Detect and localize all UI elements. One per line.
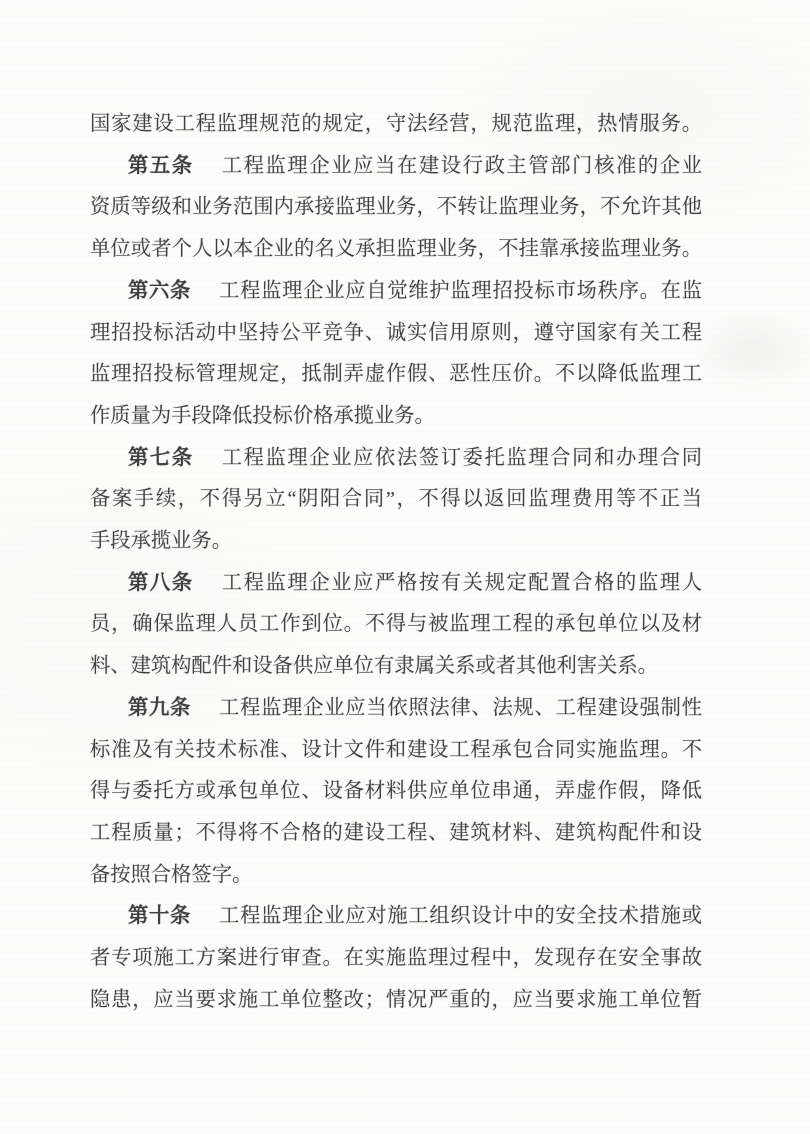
text-line (90, 855, 702, 897)
text-line (90, 688, 702, 730)
line-text: 员，确保监理人员工作到位。不得与被监理工程的承包单位以及材 (90, 613, 702, 636)
document-body (90, 104, 702, 1021)
text-line (90, 771, 702, 813)
text-line (90, 479, 702, 521)
line-text: 工程监理企业应对施工组织设计中的安全技术措施或 (219, 905, 702, 928)
text-line (90, 438, 702, 480)
line-text: 备案手续，不得另立“阴阳合同”，不得以返回监理费用等不正当 (90, 488, 702, 511)
line-text: 国家建设工程监理规范的规定，守法经营，规范监理，热情服务。 (90, 113, 702, 135)
line-text: 工程监理企业应严格按有关规定配置合格的监理人 (221, 571, 702, 594)
line-text: 工程监理企业应依法签订委托监理合同和办理合同 (221, 446, 702, 469)
article-number: 第五条 (128, 154, 194, 177)
article-number: 第七条 (128, 446, 194, 469)
text-line (90, 980, 702, 1022)
line-text: 工程质量；不得将不合格的建设工程、建筑材料、建筑构配件和设 (90, 821, 702, 844)
line-text: 备按照合格签字。 (90, 863, 253, 886)
text-line (90, 521, 702, 563)
line-text: 得与委托方或承包单位、设备材料供应单位串通，弄虚作假，降低 (90, 780, 702, 803)
line-text: 者专项施工方案进行审查。在实施监理过程中，发现存在安全事故 (90, 947, 702, 970)
article-number: 第六条 (128, 279, 192, 302)
text-line (90, 604, 702, 646)
text-line (90, 730, 702, 772)
line-text: 料、建筑构配件和设备供应单位有隶属关系或者其他利害关系。 (90, 655, 658, 678)
text-line (90, 813, 702, 855)
text-line (90, 896, 702, 938)
text-line (90, 229, 702, 271)
text-line (90, 146, 702, 188)
line-text: 工程监理企业应自觉维护监理招投标市场秩序。在监 (219, 279, 702, 302)
line-text: 理招投标活动中坚持公平竞争、诚实信用原则，遵守国家有关工程 (90, 321, 702, 344)
article-number: 第九条 (128, 696, 192, 719)
line-text: 作质量为手段降低投标价格承揽业务。 (90, 404, 435, 427)
line-text: 监理招投标管理规定，抵制弄虚作假、恶性压价。不以降低监理工 (90, 363, 702, 386)
line-text: 隐患，应当要求施工单位整改；情况严重的，应当要求施工单位暂 (90, 988, 702, 1011)
text-line (90, 938, 702, 980)
article-number: 第八条 (128, 571, 194, 594)
line-text: 单位或者个人以本企业的名义承担监理业务，不挂靠承接监理业务。 (90, 238, 702, 261)
article-number: 第十条 (128, 905, 192, 928)
text-line (90, 271, 702, 313)
text-line (90, 313, 702, 355)
text-line (90, 354, 702, 396)
text-line (90, 563, 702, 605)
text-line (90, 187, 702, 229)
line-text: 工程监理企业应当在建设行政主管部门核准的企业 (221, 154, 702, 177)
line-text: 手段承揽业务。 (90, 530, 232, 553)
text-line (90, 104, 702, 146)
line-text: 资质等级和业务范围内承接监理业务，不转让监理业务，不允许其他 (90, 196, 702, 219)
line-text: 标准及有关技术标准、设计文件和建设工程承包合同实施监理。不 (90, 738, 702, 761)
text-line (90, 646, 702, 688)
line-text: 工程监理企业应当依照法律、法规、工程建设强制性 (219, 696, 702, 719)
text-line (90, 396, 702, 438)
